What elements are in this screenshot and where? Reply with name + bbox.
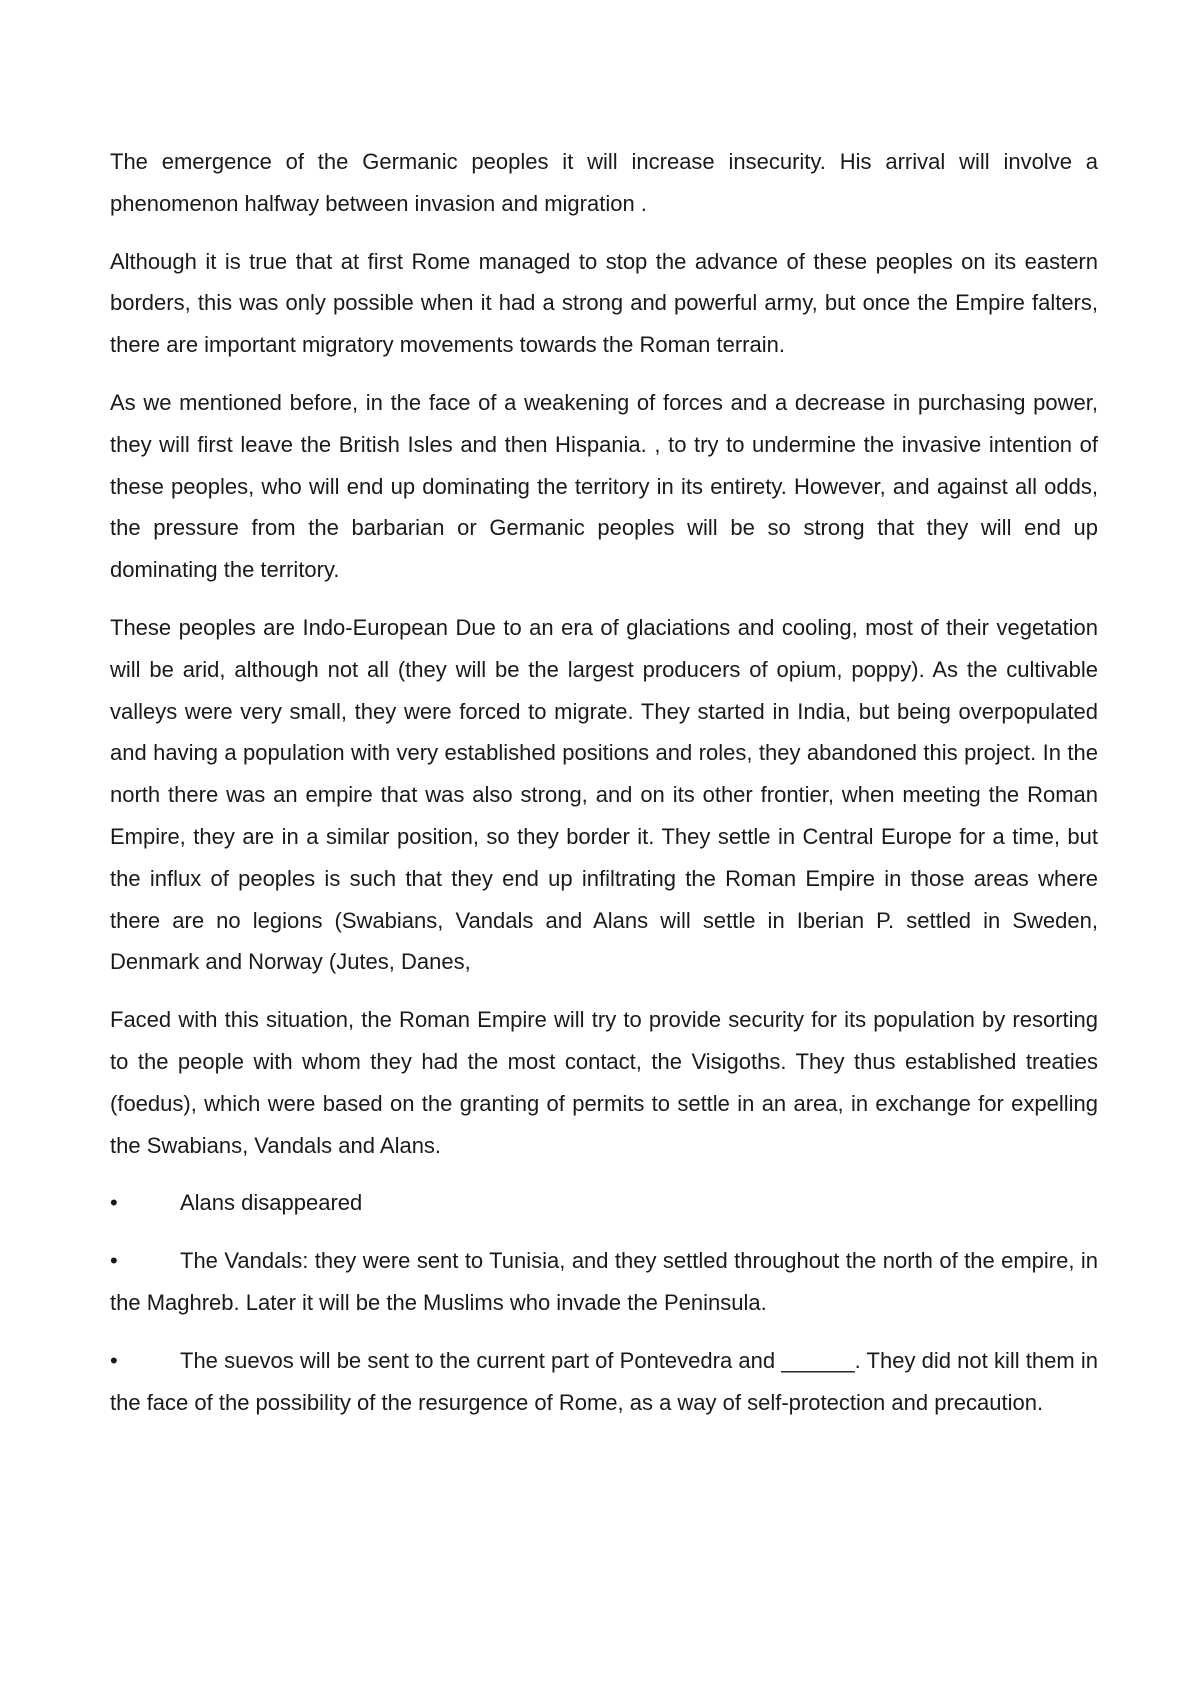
bullet-text: The suevos will be sent to the current part of Pontevedra and ______. They did not kill them in the face of the possibility of the resurgence of Rome, as a way of self-protection and precaution. [110, 1347, 1098, 1415]
paragraph-3: As we mentioned before, in the face of a weakening of forces and a decrease in purchasing power, they will first leave the British Isles and then Hispania. , to try to undermine the invasive intention of these peoples, who will end up dominating the territory in its entirety. However, and against all odds, the pressure from the barbarian or Germanic peoples will be so strong that they will end up dominating the territory. [110, 389, 1098, 583]
bullet-symbol: • [110, 1347, 118, 1373]
paragraph-5: Faced with this situation, the Roman Empire will try to provide security for its population by resorting to the people with whom they had the most contact, the Visigoths. They thus established treaties (foedus), which were based on the granting of permits to settle in an area, in exchange for expelling the Swabians, Vandals and Alans. [110, 1007, 1098, 1158]
paragraph-1: The emergence of the Germanic peoples it will increase insecurity. His arrival will involve a phenomenon halfway between invasion and migration . [110, 149, 1098, 216]
bullet-text: The Vandals: they were sent to Tunisia, and they settled throughout the north of the empire, in the Maghreb. Later it will be the Muslims who invade the Peninsula. [110, 1248, 1098, 1315]
bullet-item-2 [110, 1240, 1098, 1324]
bullet-item-3 [110, 1340, 1098, 1424]
bullet-symbol: • [110, 1248, 118, 1274]
bullet-text: Alans disappeared [180, 1190, 363, 1216]
bullet-item-1 [110, 1182, 1098, 1224]
document-body [110, 141, 1098, 1439]
bullet-symbol: • [110, 1190, 118, 1216]
paragraph-2: Although it is true that at first Rome managed to stop the advance of these peoples on its eastern borders, this was only possible when it had a strong and powerful army, but once the Empire falters, there are important migratory movements towards the Roman terrain. [110, 248, 1098, 358]
paragraph-4: These peoples are Indo-European Due to an era of glaciations and cooling, most of their vegetation will be arid, although not all (they will be the largest producers of opium, poppy). As the cultivable valleys were very small, they were forced to migrate. They started in India, but being overpopulated and having a population with very established positions and roles, they abandoned this project. In the north there was an empire that was also strong, and on its other frontier, when meeting the Roman Empire, they are in a similar position, so they border it. They settle in Central Europe for a time, but the influx of peoples is such that they end up infiltrating the Roman Empire in those areas where there are no legions (Swabians, Vandals and Alans will settle in Iberian P. settled in Sweden, Denmark and Norway (Jutes, Danes, [110, 614, 1098, 975]
